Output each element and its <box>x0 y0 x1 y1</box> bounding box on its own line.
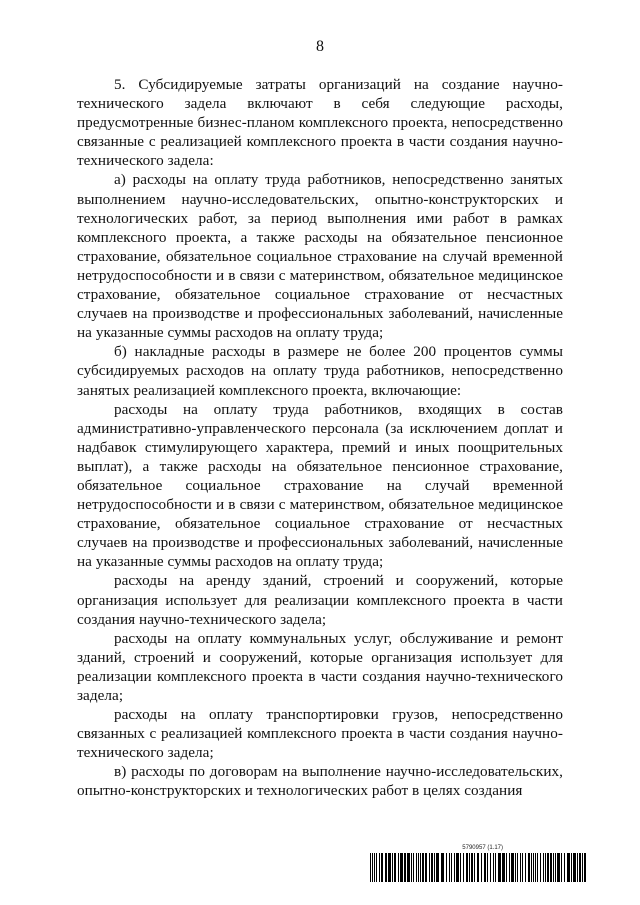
paragraph-transport: расходы на оплату транспортировки грузов, непосредственно связанных с реализацией комплексного проекта в части создания научно-технического задела; <box>77 706 563 762</box>
paragraph-b: б) накладные расходы в размере не более 200 процентов суммы субсидируемых расходов на оплату труда работников, непосредственно занятых реализацией комплексного проекта, включающие: <box>77 343 563 399</box>
paragraph-rent: расходы на аренду зданий, строений и сооружений, которые организация использует для реализации комплексного проекта в части создания научно-технического задела; <box>77 572 563 628</box>
paragraph-v: в) расходы по договорам на выполнение научно-исследовательских, опытно-конструкторских и технологических работ в целях создания <box>77 763 563 800</box>
page-number: 8 <box>316 38 324 55</box>
paragraph-a: а) расходы на оплату труда работников, непосредственно занятых выполнением научно-исследовательских, опытно-конструкторских и технологических работ, за период выполнения ими работ в рамках комплексного проекта, а также расходы на обязательное пенсионное страхование, обязательное социальное страхование на случай временной нетрудоспособности и в связи с материнством, обязательное медицинское страхование, обязательное социальное страхование от несчастных случаев на производстве и профессиональных заболеваний, начисленные на указанные суммы расходов на оплату труда; <box>77 171 563 342</box>
paragraph-5: 5. Субсидируемые затраты организаций на создание научно-технического задела включают в себя следующие расходы, предусмотренные бизнес-планом комплексного проекта, непосредственно связанные с реализацией комплексного проекта в части создания научно-технического задела: <box>77 76 563 170</box>
paragraph-admin-staff: расходы на оплату труда работников, входящих в состав административно-управленческого персонала (за исключением доплат и надбавок стимулирующего характера, премий и иных поощрительных выплат), а также расходы на обязательное пенсионное страхование, обязательное социальное страхование на случай временной нетрудоспособности и в связи с материнством, обязательное медицинское страхование, обязательное социальное страхование от несчастных случаев на производстве и профессиональных заболеваний, начисленные на указанные суммы расходов на оплату труда; <box>77 400 563 571</box>
document-code: 5790957 (1.17) <box>462 845 503 851</box>
document-body <box>77 75 563 801</box>
barcode-icon <box>370 853 588 882</box>
paragraph-utilities: расходы на оплату коммунальных услуг, обслуживание и ремонт зданий, строений и сооружений, которые организация использует для реализации комплексного проекта в части создания научно-технического задела; <box>77 629 563 704</box>
